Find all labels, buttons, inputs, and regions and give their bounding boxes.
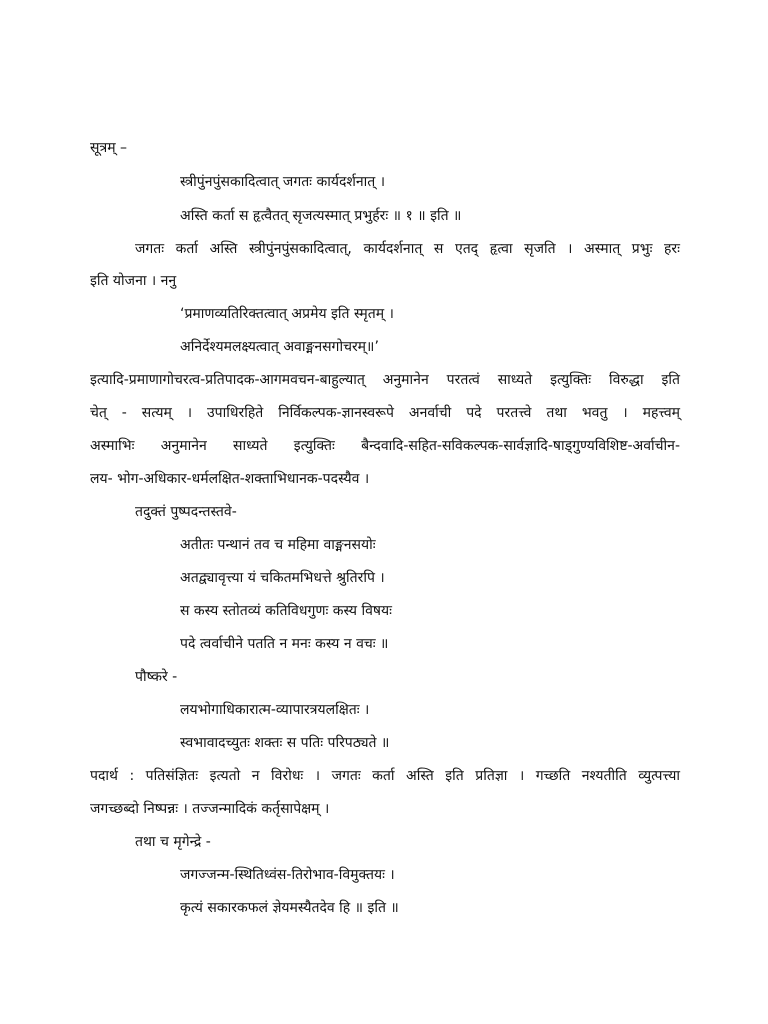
verse-line: स कस्य स्तोतव्यं कतिविधगुणः कस्य विषयः (180, 603, 392, 619)
verse-line: अतद्व्यावृत्त्या यं चकितमभिधत्ते श्रुतिरपि । (180, 570, 385, 586)
citation-line: तदुक्तं पुष्पदन्तस्तवे- (135, 504, 237, 520)
verse-line: स्वभावादच्युतः शक्तः स पतिः परिपठ्यते ॥ (180, 735, 390, 751)
verse-line: अनिर्देश्यमलक्ष्यत्वात् अवाङ्मनसगोचरम्॥’ (180, 339, 379, 355)
paragraph-line: पदार्थ : पतिसंज्ञितः इत्यतो न विरोधः । जगतः कर्ता अस्ति इति प्रतिज्ञा । गच्छति नश्यतीति व्युत्पत्त्या (90, 768, 680, 784)
verse-line: जगज्जन्म-स्थितिध्वंस-तिरोभाव-विमुक्तयः । (180, 867, 395, 883)
paragraph-line: अस्माभिः अनुमानेन साध्यते इत्युक्तिः बैन्दवादि-सहित-सविकल्पक-सार्वज्ञादि-षाड्गुण्यविशिष्ट-अर्वाचीन- (90, 438, 680, 454)
verse-line: कृत्यं सकारकफलं ज्ञेयमस्यैतदेव हि ॥ इति ॥ (180, 900, 399, 916)
paragraph-line: चेत् - सत्यम् । उपाधिरहिते निर्विकल्पक-ज्ञानस्वरूपे अनर्वाची पदे परतत्त्वे तथा भवतु । महत्त्वम् (90, 405, 680, 421)
paragraph-line: इति योजना । ननु (90, 273, 177, 289)
paragraph-line: इत्यादि-प्रमाणागोचरत्व-प्रतिपादक-आगमवचन-बाहुल्यात् अनुमानेन परतत्वं साध्यते इत्युक्तिः विरुद्धा इति (90, 372, 680, 388)
verse-line: स्त्रीपुंनपुंसकादित्वात् जगतः कार्यदर्शनात् । (180, 174, 386, 190)
citation-line: तथा च मृगेन्द्रे - (135, 834, 211, 850)
verse-line: अस्ति कर्ता स हृत्वैतत् सृजत्यस्मात् प्रभुर्हरः ॥ १ ॥ इति ॥ (180, 208, 462, 224)
paragraph-line: जगच्छब्दो निष्पन्नः । तज्जन्मादिकं कर्तृसापेक्षम् । (90, 801, 330, 817)
verse-line: लयभोगाधिकारात्म-व्यापारत्रयलक्षितः । (180, 702, 370, 718)
paragraph-line: जगतः कर्ता अस्ति स्त्रीपुंनपुंसकादित्वात्, कार्यदर्शनात् स एतद् हृत्वा सृजति । अस्मात् प्रभुः हरः (135, 241, 680, 257)
verse-line: अतीतः पन्थानं तव च महिमा वाङ्मनसयोः (180, 537, 376, 553)
verse-line: पदे त्वर्वाचीने पतति न मनः कस्य न वचः ॥ (180, 636, 389, 652)
citation-line: पौष्करे - (135, 669, 178, 685)
verse-line: ‘प्रमाणव्यतिरिक्तत्वात् अप्रमेय इति स्मृतम् । (180, 306, 394, 322)
heading-sutram: सूत्रम् – (90, 140, 128, 156)
paragraph-line: लय- भोग-अधिकार-धर्मलक्षित-शक्ताभिधानक-पदस्यैव । (90, 471, 370, 487)
